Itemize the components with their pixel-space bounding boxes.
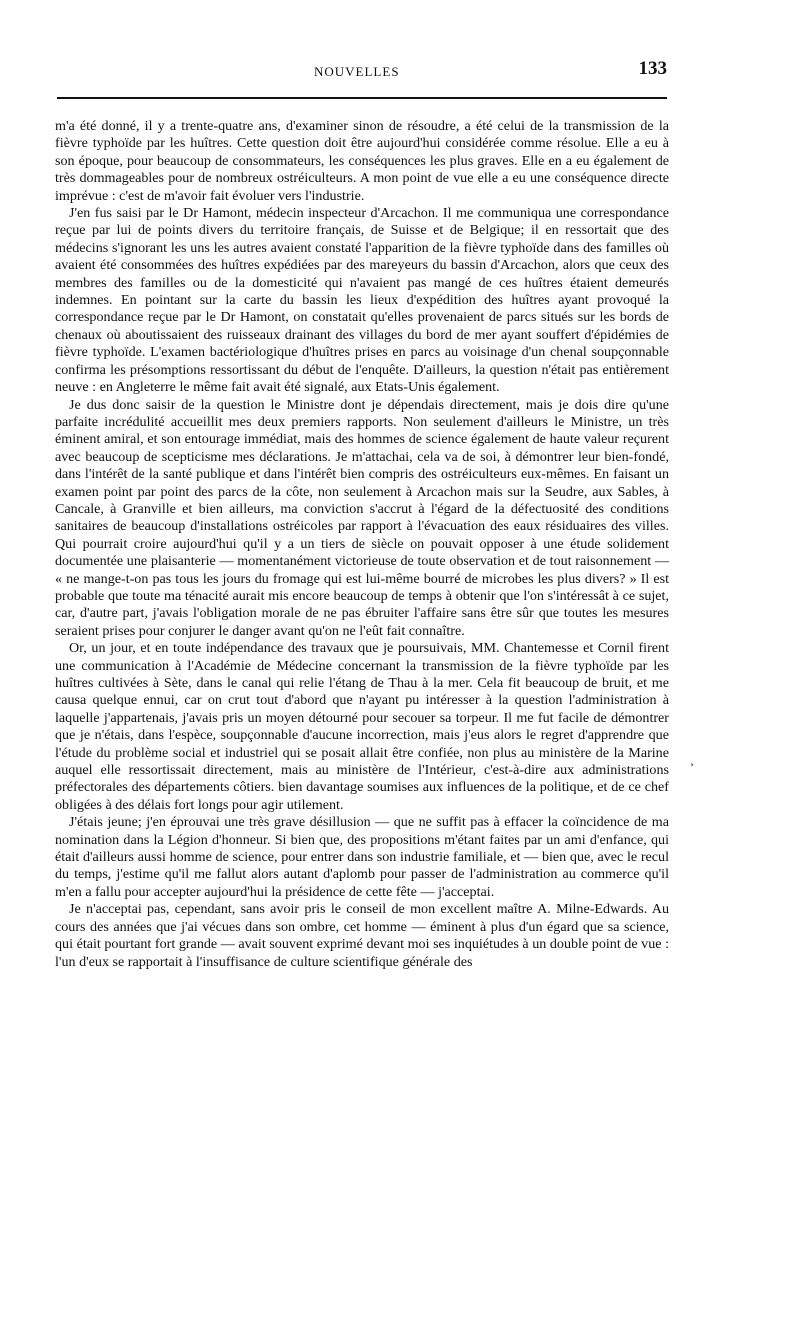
paragraph-1: m'a été donné, il y a trente-quatre ans, d'examiner sinon de résoudre, a été celui de la transmission de la fièvre typhoïde par les huîtres. Cette question doit être aujourd'hui considérée comme résolue. Elle a eu à son époque, pour beaucoup de consommateurs, les conséquences les plus graves. Elle en a eu également de très dommageables pour de nombreux ostréiculteurs. A mon point de vue elle a eu une conséquence directe imprévue : c'est de m'avoir fait évoluer vers l'industrie. — [55, 118, 669, 204]
body-text — [55, 118, 669, 971]
paragraph-2: J'en fus saisi par le Dr Hamont, médecin inspecteur d'Arcachon. Il me communiqua une correspondance reçue par lui de points divers du territoire français, de Suisse et de Belgique; il en ressortait que des médecins s'ignorant les uns les autres avaient constaté l'apparition de la fièvre typhoïde dans des familles où avaient été consommées des huîtres expédiées par des mareyeurs du bassin d'Arcachon, alors que ceux des membres des familles ou de la domesticité qui n'avaient pas mangé de ces huîtres étaient demeurés indemnes. En pointant sur la carte du bassin les lieux d'expédition des huîtres ayant provoqué la correspondance reçue par le Dr Hamont, on constatait qu'elles provenaient de parcs situés sur les bords de chenaux où aboutissaient des ruisseaux drainant des villages du bord de mer ayant souffert d'épidémies de fièvre typhoïde. L'examen bactériologique d'huîtres prises en parcs au voisinage d'un chenal soupçonnable confirma les présomptions ressortissant du début de l'enquête. D'ailleurs, la question n'était pas entièrement neuve : en Angleterre le même fait avait été signalé, aux Etats-Unis également. — [55, 205, 669, 396]
paragraph-4: Or, un jour, et en toute indépendance des travaux que je poursuivais, MM. Chantemesse et Cornil firent une communication à l'Académie de Médecine concernant la transmission de la fièvre typhoïde par les huîtres cultivées à Sète, dans le canal qui relie l'étang de Thau à la mer. Cela fit beaucoup de bruit, et me causa quelque ennui, car on crut tout d'abord que n'ayant pu intéresser à la question l'administration à laquelle j'appartenais, j'avais pris un moyen détourné pour secouer sa torpeur. Il me fut facile de démontrer que je n'étais, dans l'espèce, soupçonnable d'aucune incorrection, mais j'eus alors le regret d'apprendre que l'étude du problème social et industriel qui se posait allait être confiée, non plus au ministère de la Marine auquel elle ressortissait directement, mais au ministère de l'Intérieur, c'est-à-dire aux administrations préfectorales des départements côtiers. bien davantage soumises aux influences de la politique, et de ce chef obligées à des délais fort longs pour agir utilement. — [55, 640, 669, 813]
running-title: NOUVELLES — [314, 64, 400, 79]
paragraph-3: Je dus donc saisir de la question le Ministre dont je dépendais directement, mais je dois dire qu'une parfaite incrédulité accueillit mes deux premiers rapports. Non seulement d'ailleurs le Ministre, un très éminent amiral, et son entourage immédiat, mais des hommes de science également de haute valeur reçurent avec beaucoup de scepticisme mes déclarations. Je m'attachai, cela va de soi, à démontrer leur bien-fondé, dans l'intérêt de la santé publique et dans l'intérêt bien compris des ostréiculteurs eux-mêmes. En faisant un examen point par point des parcs de la côte, non seulement à Arcachon mais sur la Seudre, aux Sables, à Cancale, à Granville et bien ailleurs, ma conviction s'accrut à l'égard de la défectuosité des conditions sanitaires de beaucoup d'installations ostréicoles par rapport à l'évacuation des eaux résiduaires des villes. Qui pourrait croire aujourd'hui qu'il y a un tiers de siècle on pouvait opposer à une étude solidement documentée une plaisanterie — momentanément victorieuse de toute observation et de tout raisonnement — « ne mange-t-on pas tous les jours du fromage qui est lui-même bourré de microbes les plus divers? » Il est probable que toute ma ténacité aurait mis encore beaucoup de temps à obtenir que l'on s'intéressât à ce sujet, car, d'autre part, j'avais l'obligation morale de ne pas ébruiter l'affaire sans être sûr que toutes les mesures seraient prises pour conjurer le danger avant qu'on ne l'eût fait connaître. — [55, 396, 669, 639]
running-header — [55, 58, 667, 84]
page-number: 133 — [638, 58, 667, 79]
paragraph-5: J'étais jeune; j'en éprouvai une très grave désillusion — que ne suffit pas à effacer la coïncidence de ma nomination dans la Légion d'honneur. Si bien que, des propositions m'étant faites par un ami d'enfance, qui était d'ailleurs aussi homme de science, pour entrer dans son industrie familiale, et — bien que, avec le recul du temps, j'estime qu'il me fallut alors autant d'aplomb pour passer de l'administration au commerce qu'il m'en a fallu pour accepter aujourd'hui la présidence de cette fête — j'acceptai. — [55, 814, 669, 900]
margin-tick-mark: ’ — [690, 760, 694, 774]
paragraph-6: Je n'acceptai pas, cependant, sans avoir pris le conseil de mon excellent maître A. Milne-Edwards. Au cours des années que j'ai vécues dans son ombre, cet homme — éminent à plus d'un égard que sa science, qui était pourtant fort grande — avait souvent exprimé devant moi ses inquiétudes à un double point de vue : l'un d'eux se rapportait à l'insuffisance de culture scientifique générale des — [55, 901, 669, 970]
header-rule — [57, 97, 667, 99]
